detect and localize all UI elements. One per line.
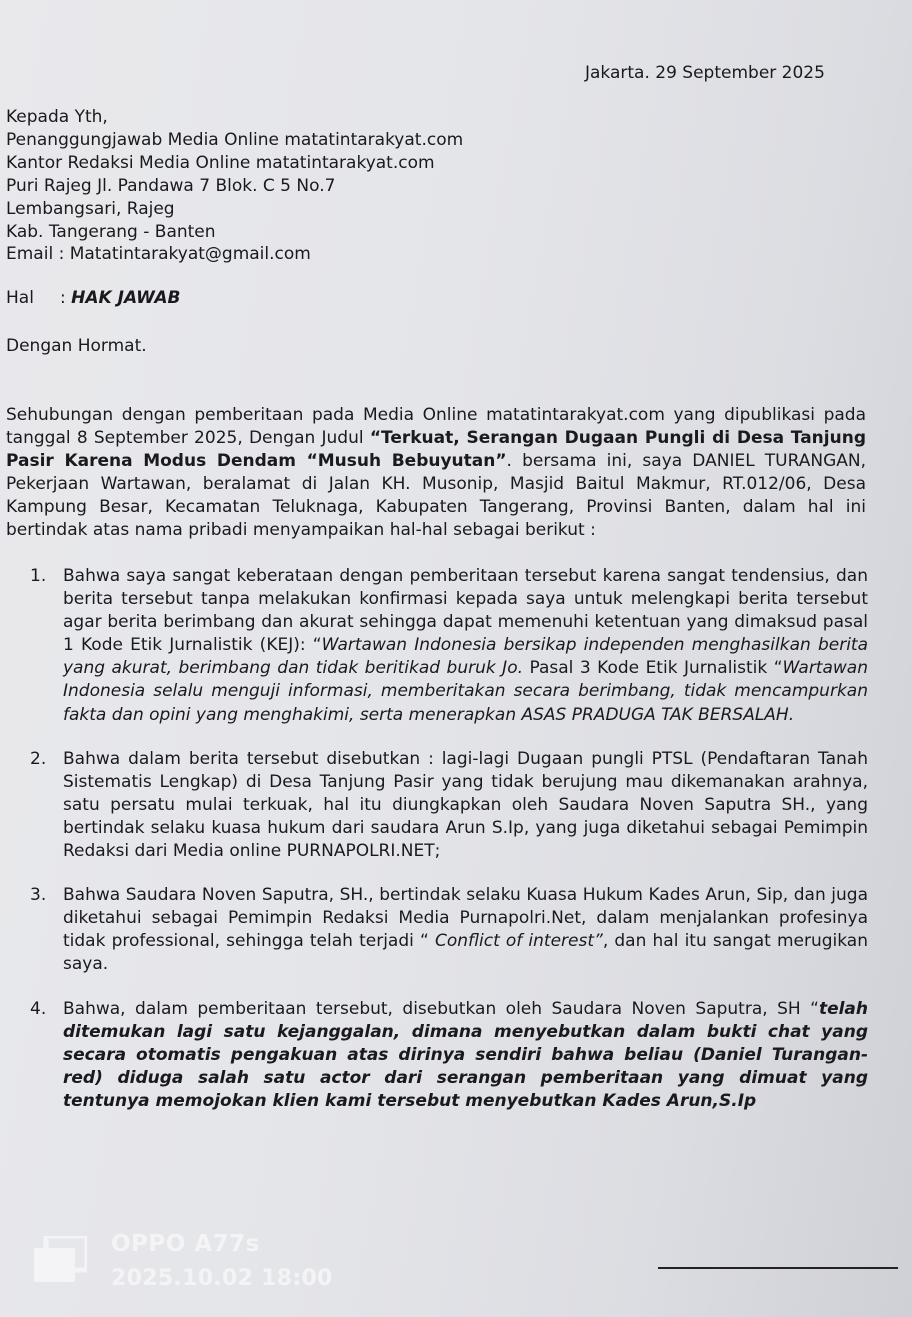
item-text: Pasal 3 Kode Etik Jurnalistik “ [523,658,783,679]
recipient-line: Puri Rajeg Jl. Pandawa 7 Blok. C 5 No.7 [6,175,336,196]
subject-line [6,288,180,308]
item-text: Bahwa Saudara Noven Saputra, SH., bertindak selaku Kuasa Hukum Kades Arun, Sip, dan juga diketahui sebagai Pemimpin Redaksi Media Purnapolri.Net, dalam menjalankan profesinya tidak professional, sehingga telah terjadi “ [63,885,868,952]
camera-brand-icon [34,1236,87,1282]
list-item [30,884,868,976]
points-list [30,565,868,1134]
intro-text-continued: . bersama ini, saya DANIEL TURANGAN, Pekerjaan Wartawan, beralamat di Jalan KH. Musonip, Masjid Baitul Makmur, RT.012/06, Desa Kampung Besar, Kecamatan Teluknaga, Kabupaten Tangerang, Provinsi Banten, dalam hal ini bertindak atas nama pribadi menyampaikan hal-hal sebagai berikut : [6,451,867,541]
subject-separator: : [60,288,66,308]
intro-text: Sehubungan dengan pemberitaan pada Media Online matatintarakyat.com yang dipublikasi pada tanggal 8 September 2025, Dengan Judul [6,405,866,449]
item-quote: Wartawan Indonesia selalu menguji informasi, memberitakan secara berimbang, tidak mencampurkan fakta dan opini yang menghakimi, serta menerapkan ASAS PRADUGA TAK BERSALAH. [63,658,868,725]
item-number: 1. [30,566,47,586]
recipient-line: Kepada Yth, [6,107,108,127]
item-text: , dan hal itu sangat merugikan saya. [63,931,869,975]
item-number: 4. [30,998,47,1019]
list-item [30,998,868,1113]
signature-line [658,1267,898,1269]
camera-model: OPPO A77s [111,1231,260,1257]
recipient-line: Penanggungjawab Media Online matatintarakyat.com [6,129,464,150]
item-text: Bahwa saya sangat keberataan dengan pemberitaan tersebut karena sangat tendensius, dan berita tersebut tanpa melakukan konfirmasi kepada saya untuk melengkapi berita tersebut agar berita berimbang dan akurat sehingga dapat memenuhi ketentuan yang dimaksud pasal 1 Kode Etik Jurnalistik (KEJ): “ [63,566,868,656]
recipient-line: Kab. Tangerang - Banten [6,221,216,242]
article-title: “Terkuat, Serangan Dugaan Pungli di Desa Tanjung Pasir Karena Modus Dendam “Musuh Bebuyutan” [6,428,866,472]
item-quote: Conflict of interest” [434,931,603,952]
photo-timestamp: 2025.10.02 18:00 [111,1266,333,1291]
intro-paragraph [6,404,866,543]
recipient-line: Kantor Redaksi Media Online matatintarakyat.com [6,152,435,173]
item-text: Bahwa, dalam pemberitaan tersebut, disebutkan oleh Saudara Noven Saputra, SH “ [63,998,819,1019]
item-text: Bahwa dalam berita tersebut disebutkan : lagi-lagi Dugaan pungli PTSL (Pendaftaran Tanah Sistematis Lengkap) di Desa Tanjung Pasir yang tidak berujung mau dikemanakan arahnya, satu persatu mulai terkuak, hal itu diungkapkan oleh Saudara Noven Saputra SH., yang bertindak selaku kuasa hukum dari saudara Arun S.Ip, yang juga diketahui sebagai Pemimpin Redaksi dari Media online PURNAPOLRI.NET; [63,748,868,862]
recipient-block [6,106,463,266]
list-item [30,565,868,727]
recipient-line: Lembangsari, Rajeg [6,198,175,219]
letter-date: Jakarta. 29 September 2025 [585,63,825,83]
recipient-email-line: Email : Matatintarakyat@gmail.com [6,244,311,265]
subject-label: Hal [6,288,34,308]
item-number: 3. [30,885,47,906]
greeting: Dengan Hormat. [6,336,147,356]
item-number: 2. [30,748,47,769]
item-quote: Wartawan Indonesia bersikap independen menghasilkan berita yang akurat, berimbang dan tidak beritikad buruk Jo. [63,635,869,679]
subject-value: HAK JAWAB [71,288,181,308]
list-item [30,748,868,863]
item-quote: telah ditemukan lagi satu kejanggalan, dimana menyebutkan dalam bukti chat yang secara otomatis pengakuan atas dirinya sendiri bahwa beliau (Daniel Turangan-red) diduga salah satu actor dari serangan pemberitaan yang dimuat yang tentunya memojokan klien kami tersebut menyebutkan Kades Arun,S.Ip [63,998,868,1111]
